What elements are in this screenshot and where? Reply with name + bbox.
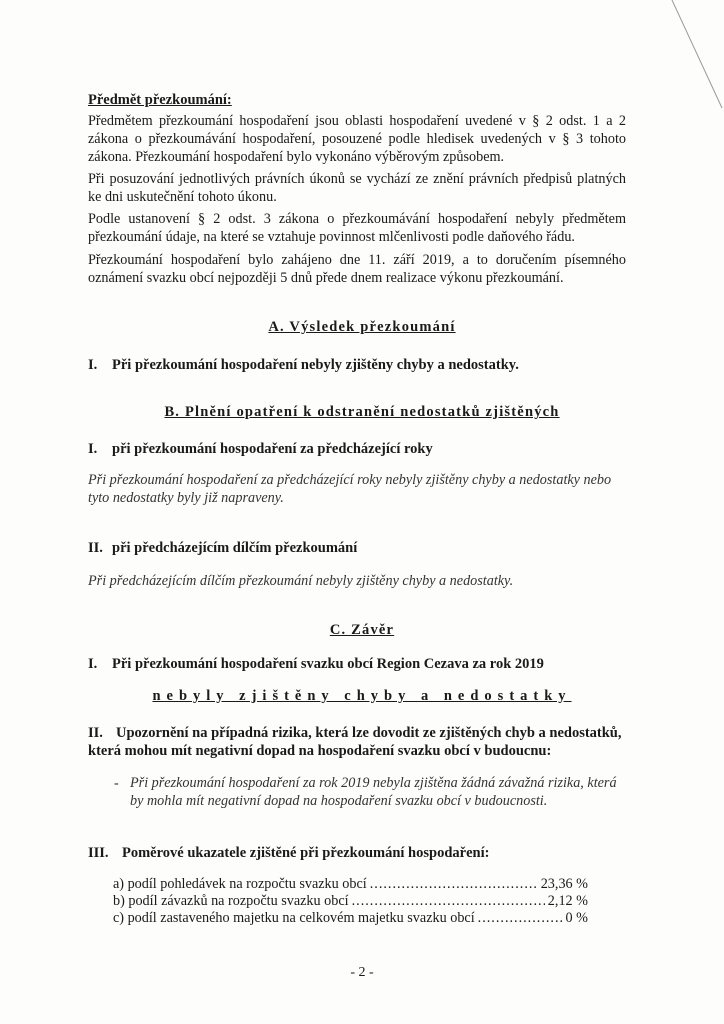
ratio-label: a) podíl pohledávek na rozpočtu svazku obcí bbox=[113, 876, 367, 892]
section-b-item-1-note: Při přezkoumání hospodaření za předcházející roky nebyly zjištěny chyby a nedostatky nebo tyto nedostatky byly již napraveny. bbox=[88, 472, 612, 506]
page-number: - 2 - bbox=[350, 965, 374, 980]
ratio-row bbox=[113, 876, 588, 893]
ratio-value: 23,36 % bbox=[540, 876, 588, 892]
section-c-item-2-note: Při přezkoumání hospodaření za rok 2019 nebyla zjištěna žádná závažná rizika, která by mohla mít negativní dopad na hospodaření svazku obcí v budoucnosti. bbox=[130, 775, 617, 809]
ratio-label: c) podíl zastaveného majetku na celkovém majetku svazku obcí bbox=[113, 910, 475, 926]
section-c-verdict: nebyly zjištěny chyby a nedostatky bbox=[152, 688, 572, 704]
section-a-item-1: I. Při přezkoumání hospodaření nebyly zjištěny chyby a nedostatky. bbox=[88, 357, 519, 373]
scan-edge-mark bbox=[664, 0, 724, 110]
ratio-row bbox=[113, 910, 588, 927]
section-c-title: C. Závěr bbox=[329, 622, 395, 638]
section-b-title: B. Plnění opatření k odstranění nedostatků zjištěných bbox=[164, 404, 560, 420]
section-b-item-2: II. při předcházejícím dílčím přezkoumání bbox=[88, 540, 358, 556]
ratio-label: b) podíl závazků na rozpočtu svazku obcí bbox=[113, 893, 349, 909]
section-b-item-2-note: Při předcházejícím dílčím přezkoumání nebyly zjištěny chyby a nedostatky. bbox=[88, 573, 514, 589]
ratio-value: 2,12 % bbox=[547, 893, 588, 909]
ratio-row bbox=[113, 893, 588, 910]
section-c-item-1: I. Při přezkoumání hospodaření svazku obcí Region Cezava za rok 2019 bbox=[88, 656, 544, 672]
section-a-title: A. Výsledek přezkoumání bbox=[268, 319, 456, 335]
ratio-leader bbox=[370, 876, 538, 893]
ratio-leader bbox=[352, 893, 545, 910]
ratio-value: 0 % bbox=[565, 910, 588, 926]
ratio-leader bbox=[478, 910, 563, 927]
section-c-item-2: II. Upozornění na případná rizika, která lze dovodit ze zjištěných chyb a nedostatků, která mohou mít negativní dopad na hospodaření svazku obcí v budoucnu: bbox=[88, 725, 622, 759]
subject-paragraph-1: Předmětem přezkoumání hospodaření jsou oblasti hospodaření uvedené v § 2 odst. 1 a 2 zákona o přezkoumávání hospodaření, posouzené podle hledisek uvedených v § 3 tohoto zákona. Přezkoumání hospodaření bylo vykonáno výběrovým způsobem. bbox=[88, 113, 626, 165]
subject-paragraph-2: Při posuzování jednotlivých právních úkonů se vychází ze znění právních předpisů platných ke dni uskutečnění tohoto úkonu. bbox=[88, 171, 626, 205]
section-c-item-3: III. Poměrové ukazatele zjištěné při přezkoumání hospodaření: bbox=[88, 845, 490, 861]
subject-heading: Předmět přezkoumání: bbox=[88, 92, 232, 108]
subject-paragraph-4: Přezkoumání hospodaření bylo zahájeno dne 11. září 2019, a to doručením písemného oznámení svazku obcí nejpozději 5 dnů přede dnem realizace výkonu přezkoumání. bbox=[88, 252, 626, 286]
bullet-dash: - bbox=[114, 776, 119, 791]
section-b-item-1: I. při přezkoumání hospodaření za předcházející roky bbox=[88, 441, 433, 457]
subject-paragraph-3: Podle ustanovení § 2 odst. 3 zákona o přezkoumávání hospodaření nebyly předmětem přezkoumání údaje, na které se vztahuje povinnost mlčenlivosti podle daňového řádu. bbox=[88, 211, 626, 245]
